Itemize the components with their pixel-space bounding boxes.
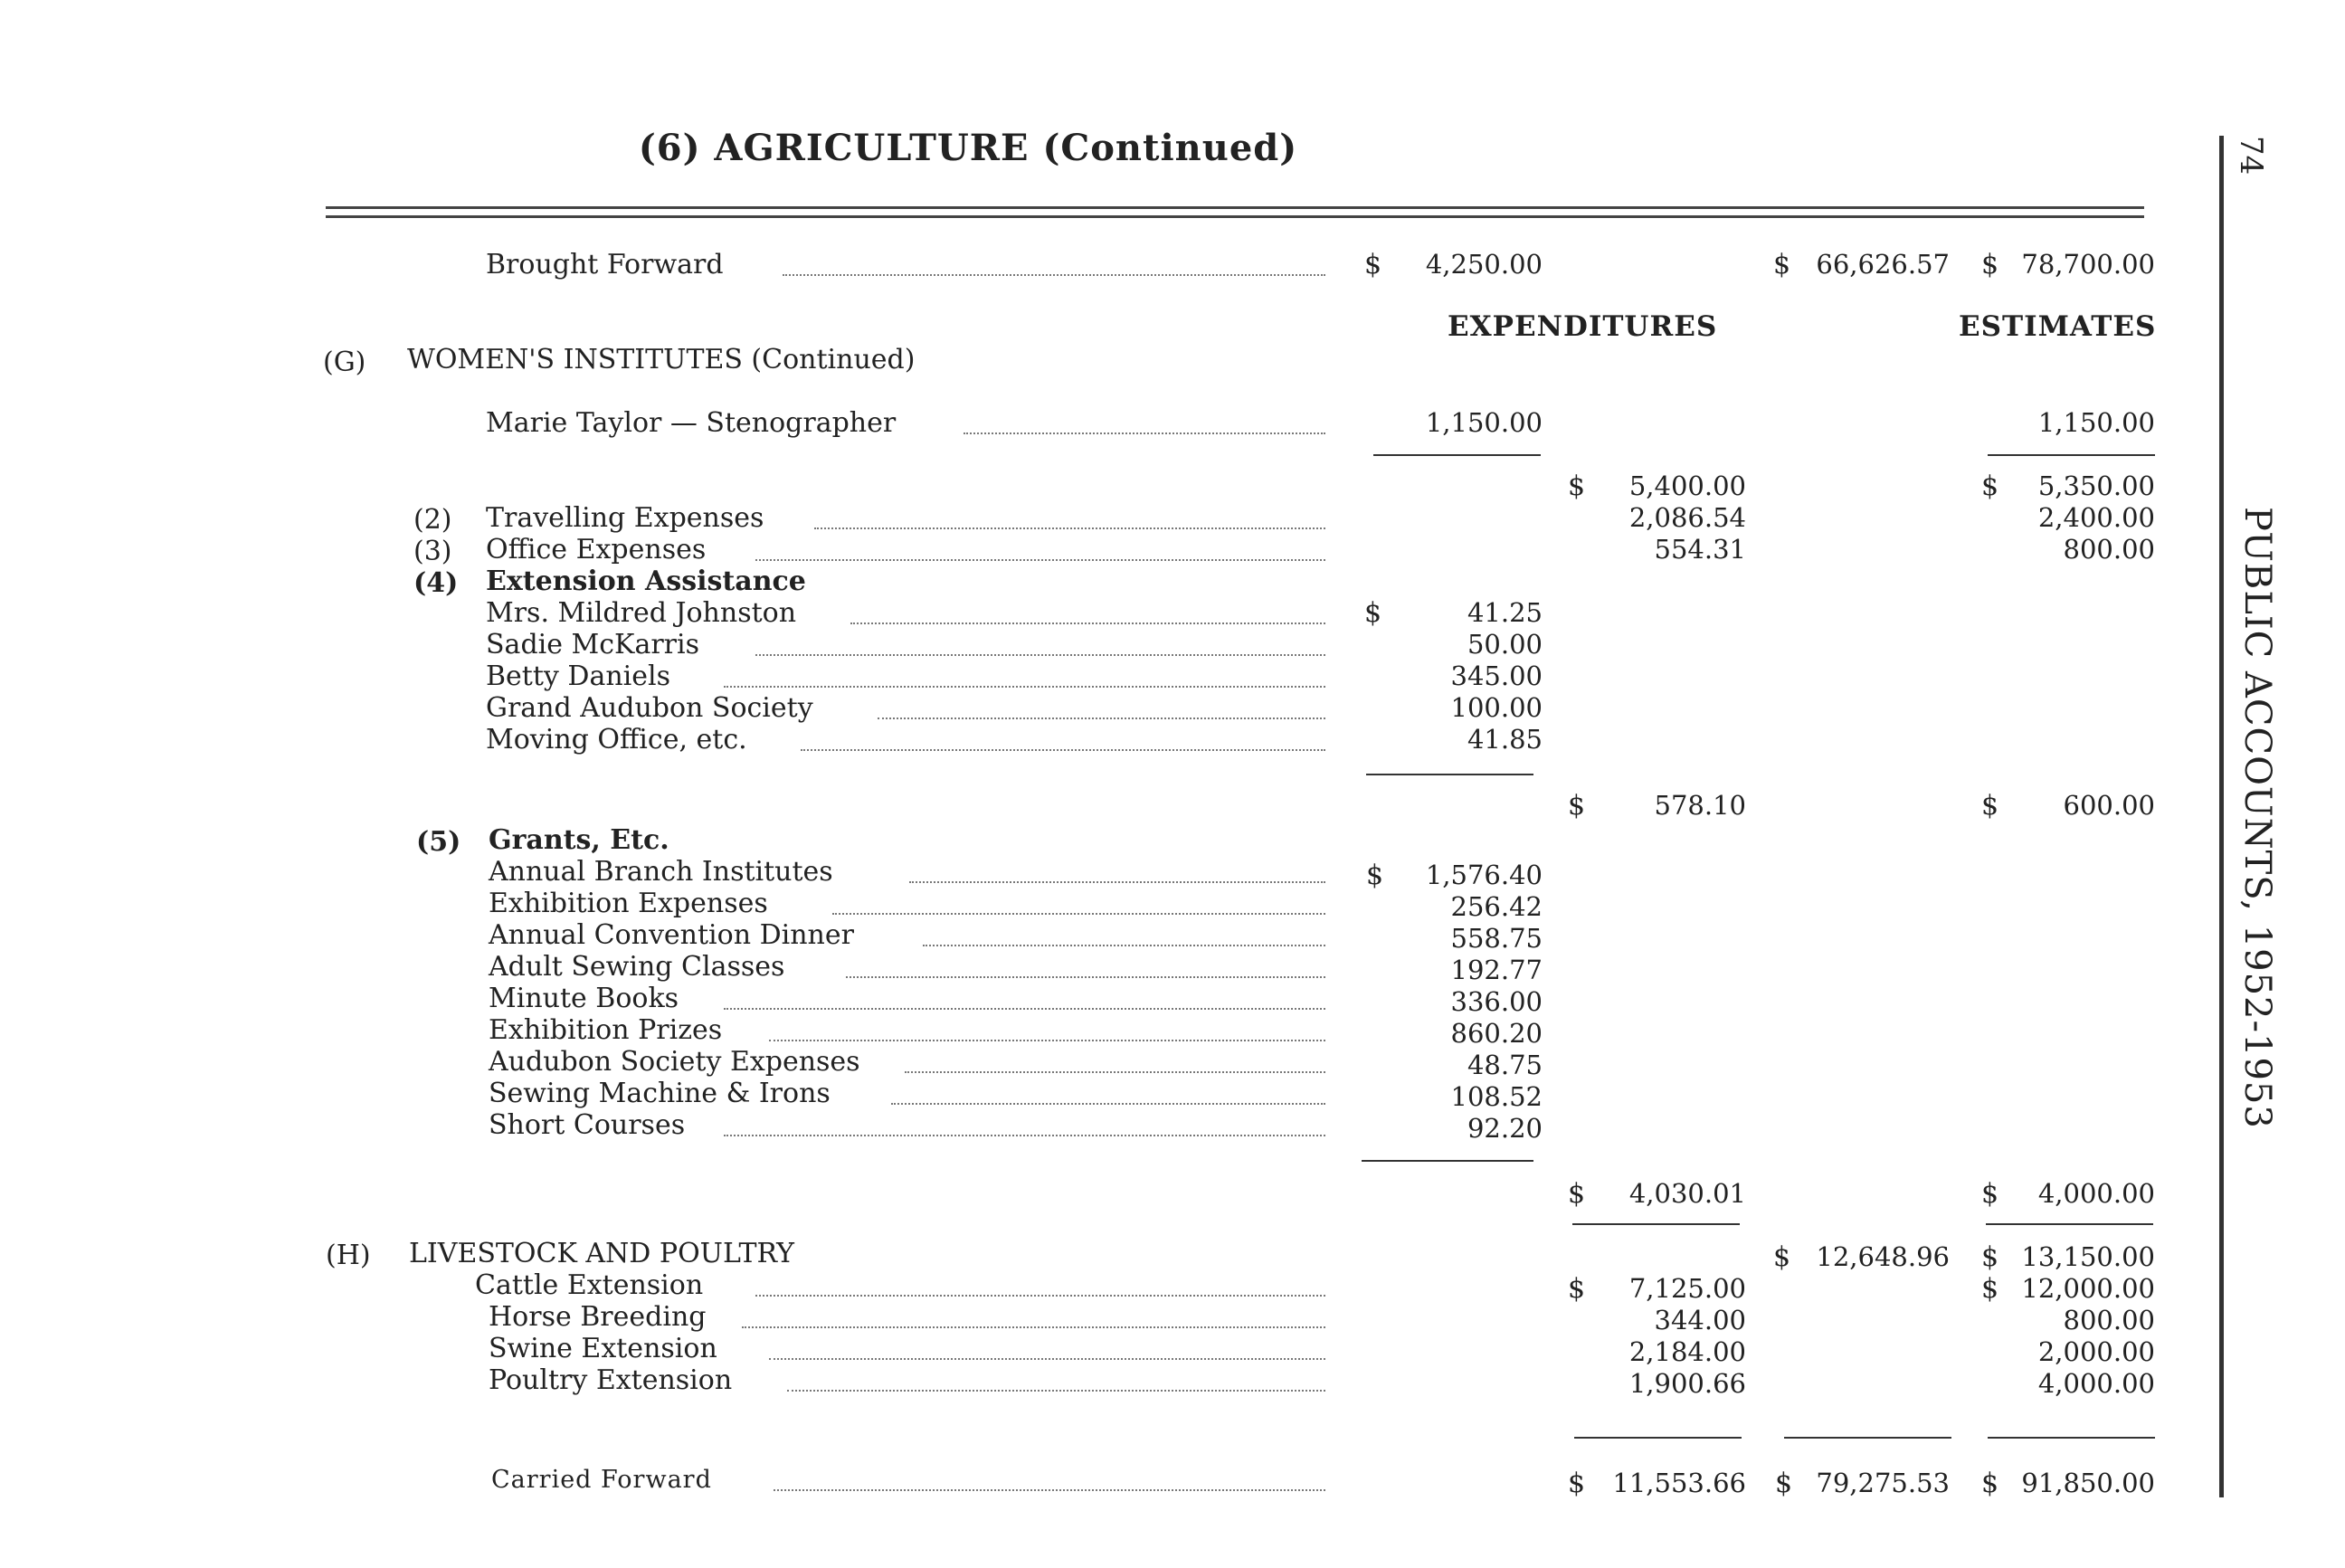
list-item: Sewing Machine & Irons	[489, 1078, 831, 1109]
leader-dots	[846, 976, 1325, 978]
list-item-value: 2,000.00	[2037, 1336, 2155, 1367]
leader-dots	[755, 654, 1325, 656]
travelling-col4: 2,400.00	[2037, 502, 2155, 533]
travelling-marker: (2)	[413, 504, 452, 536]
list-item: Minute Books	[489, 983, 679, 1014]
leader-dots	[724, 1008, 1325, 1010]
carried-forward-label: Carried Forward	[491, 1466, 712, 1494]
list-item-value: 558.75	[1450, 923, 1543, 954]
leader-dots	[964, 432, 1325, 434]
underline	[1988, 454, 2155, 456]
extension-label: Extension Assistance	[486, 565, 806, 597]
extension-marker: (4)	[413, 567, 459, 599]
list-item: Grand Audubon Society	[486, 692, 813, 724]
currency-sign: $	[1364, 249, 1382, 280]
underline	[1986, 1223, 2153, 1225]
page-title: (6) AGRICULTURE (Continued)	[638, 127, 1298, 169]
brought-forward-label: Brought Forward	[486, 249, 724, 280]
office-label: Office Expenses	[486, 534, 707, 565]
salary-col1: 1,150.00	[1425, 407, 1543, 438]
subtotal-col2: 5,400.00	[1628, 470, 1746, 501]
list-item-value: 256.42	[1450, 891, 1543, 922]
leader-dots	[774, 1489, 1325, 1491]
page-number: 74	[2233, 136, 2269, 176]
list-item-value: 1,900.66	[1628, 1368, 1746, 1399]
leader-dots	[878, 717, 1325, 719]
list-item-value: 48.75	[1467, 1050, 1543, 1080]
header-rule-bottom	[326, 215, 2144, 218]
currency-sign: $	[1366, 860, 1384, 891]
leader-dots	[814, 527, 1325, 529]
leader-dots	[801, 749, 1325, 751]
side-title: PUBLIC ACCOUNTS, 1952-1953	[2236, 507, 2278, 1129]
list-item: Cattle Extension	[475, 1269, 704, 1301]
leader-dots	[850, 622, 1325, 624]
section-h-total-col4: 13,150.00	[2021, 1241, 2155, 1272]
extension-total-col4: 600.00	[2063, 790, 2155, 821]
leader-dots	[724, 1135, 1325, 1136]
list-item-value: 1,576.40	[1425, 860, 1543, 890]
extension-total-col2: 578.10	[1654, 790, 1746, 821]
travelling-label: Travelling Expenses	[486, 502, 764, 534]
office-col2: 554.31	[1654, 534, 1746, 565]
leader-dots	[891, 1103, 1325, 1105]
section-h-total-col3: 12,648.96	[1816, 1241, 1950, 1272]
list-item-value: 100.00	[1450, 692, 1543, 723]
leader-dots	[755, 1295, 1325, 1297]
travelling-col2: 2,086.54	[1628, 502, 1746, 533]
header-rule-top	[326, 206, 2144, 209]
grants-marker: (5)	[416, 826, 461, 858]
carried-forward-col2: 11,553.66	[1612, 1468, 1746, 1498]
underline	[1572, 1223, 1740, 1225]
list-item: Horse Breeding	[489, 1301, 707, 1333]
list-item: Short Courses	[489, 1109, 686, 1141]
currency-sign: $	[1981, 1241, 1999, 1273]
currency-sign: $	[1568, 1273, 1586, 1305]
currency-sign: $	[1364, 597, 1382, 629]
leader-dots	[787, 1390, 1325, 1392]
list-item-value: 41.25	[1467, 597, 1543, 628]
brought-forward-col3: 66,626.57	[1816, 249, 1950, 280]
list-item-value: 108.52	[1450, 1081, 1543, 1112]
underline	[1373, 454, 1541, 456]
list-item: Moving Office, etc.	[486, 724, 747, 755]
currency-sign: $	[1568, 1178, 1586, 1210]
list-item-value: 4,000.00	[2037, 1368, 2155, 1399]
salary-col4: 1,150.00	[2037, 407, 2155, 438]
list-item-value: 2,184.00	[1628, 1336, 1746, 1367]
list-item: Poultry Extension	[489, 1364, 733, 1396]
section-g-title: WOMEN'S INSTITUTES (Continued)	[407, 344, 916, 375]
currency-sign: $	[1981, 1468, 1999, 1499]
leader-dots	[832, 913, 1325, 915]
underline	[1366, 774, 1533, 775]
currency-sign: $	[1981, 790, 1999, 822]
list-item-value: 41.85	[1467, 724, 1543, 755]
grants-label: Grants, Etc.	[489, 824, 669, 856]
list-item: Swine Extension	[489, 1333, 717, 1364]
list-item-value: 345.00	[1450, 660, 1543, 691]
grants-total-col4: 4,000.00	[2037, 1178, 2155, 1209]
estimates-heading: ESTIMATES	[1959, 310, 2157, 343]
underline	[1362, 1160, 1533, 1162]
currency-sign: $	[1568, 470, 1586, 502]
leader-dots	[755, 559, 1325, 561]
leader-dots	[923, 945, 1325, 946]
right-margin-rule	[2219, 136, 2224, 1497]
currency-sign: $	[1775, 1468, 1793, 1499]
list-item-value: 92.20	[1467, 1113, 1543, 1144]
salary-label: Marie Taylor — Stenographer	[486, 407, 897, 439]
expenditures-heading: EXPENDITURES	[1448, 310, 1718, 343]
list-item: Annual Convention Dinner	[489, 919, 854, 951]
list-item: Exhibition Expenses	[489, 888, 768, 919]
list-item-value: 12,000.00	[2021, 1273, 2155, 1304]
currency-sign: $	[1981, 1178, 1999, 1210]
currency-sign: $	[1568, 790, 1586, 822]
carried-forward-col4: 91,850.00	[2021, 1468, 2155, 1498]
leader-dots	[724, 686, 1325, 688]
section-g-marker: (G)	[323, 347, 366, 378]
leader-dots	[783, 274, 1325, 276]
currency-sign: $	[1773, 249, 1791, 280]
leader-dots	[769, 1040, 1325, 1041]
list-item: Audubon Society Expenses	[489, 1046, 860, 1078]
brought-forward-col1: 4,250.00	[1425, 249, 1543, 280]
currency-sign: $	[1981, 1273, 1999, 1305]
currency-sign: $	[1981, 470, 1999, 502]
leader-dots	[905, 1071, 1325, 1073]
list-item-value: 860.20	[1450, 1018, 1543, 1049]
underline	[1784, 1437, 1951, 1439]
list-item-value: 800.00	[2063, 1305, 2155, 1335]
list-item-value: 50.00	[1467, 629, 1543, 660]
brought-forward-col4: 78,700.00	[2021, 249, 2155, 280]
leader-dots	[742, 1326, 1325, 1328]
list-item: Sadie McKarris	[486, 629, 700, 660]
leader-dots	[769, 1358, 1325, 1360]
leader-dots	[909, 881, 1325, 883]
list-item: Annual Branch Institutes	[489, 856, 833, 888]
list-item: Betty Daniels	[486, 660, 670, 692]
office-col4: 800.00	[2063, 534, 2155, 565]
underline	[1988, 1437, 2155, 1439]
carried-forward-col3: 79,275.53	[1816, 1468, 1950, 1498]
list-item: Adult Sewing Classes	[489, 951, 785, 983]
subtotal-col4: 5,350.00	[2037, 470, 2155, 501]
list-item-value: 7,125.00	[1628, 1273, 1746, 1304]
list-item-value: 344.00	[1654, 1305, 1746, 1335]
section-h-marker: (H)	[326, 1240, 371, 1271]
currency-sign: $	[1773, 1241, 1791, 1273]
list-item-value: 192.77	[1450, 955, 1543, 985]
list-item: Exhibition Prizes	[489, 1014, 723, 1046]
office-marker: (3)	[413, 536, 452, 567]
section-h-title: LIVESTOCK AND POULTRY	[409, 1238, 794, 1269]
currency-sign: $	[1568, 1468, 1586, 1499]
list-item: Mrs. Mildred Johnston	[486, 597, 797, 629]
list-item-value: 336.00	[1450, 986, 1543, 1017]
currency-sign: $	[1981, 249, 1999, 280]
underline	[1574, 1437, 1742, 1439]
grants-total-col2: 4,030.01	[1628, 1178, 1746, 1209]
